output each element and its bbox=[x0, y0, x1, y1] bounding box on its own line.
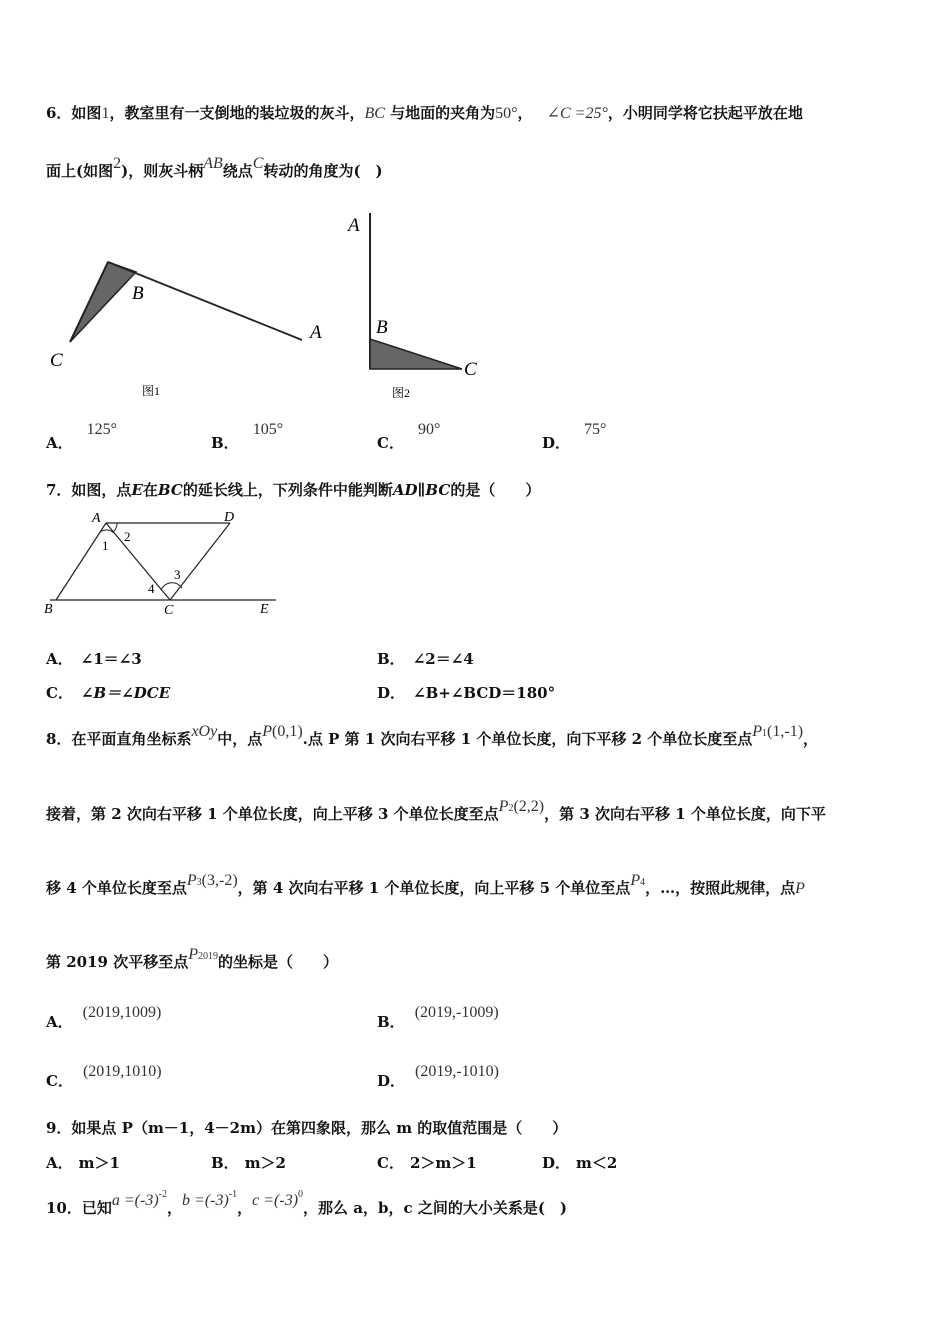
option-label: C． bbox=[377, 434, 404, 452]
option-label: D． bbox=[377, 684, 406, 702]
angle-arc-2 bbox=[113, 523, 117, 532]
q8-stem-line1 bbox=[46, 723, 819, 749]
option-value: ∠B+∠BCD＝180° bbox=[413, 684, 556, 702]
figure-caption: 图2 bbox=[392, 386, 411, 400]
q7-segment-bc: BC bbox=[157, 481, 183, 499]
option-value: (2019,1009) bbox=[82, 1004, 162, 1021]
q6-text: 面上(如图 bbox=[46, 162, 114, 180]
q6-option-c[interactable] bbox=[377, 421, 441, 453]
q6-angle-50: 50° bbox=[495, 105, 518, 122]
q6-text: ，小明同学将它扶起平放在地 bbox=[607, 104, 803, 122]
option-label: B． bbox=[377, 650, 405, 668]
q8-subscript: 4 bbox=[640, 877, 646, 888]
option-value: 90° bbox=[417, 421, 441, 438]
q8-text: ， bbox=[803, 730, 819, 748]
q6-figure-1 bbox=[40, 250, 340, 410]
q8-coord: (1,-1) bbox=[767, 723, 804, 740]
q6-fig-number: 2 bbox=[113, 155, 122, 172]
q8-stem-line4 bbox=[46, 946, 338, 972]
q10-expr-b: b =(-3) bbox=[182, 1192, 229, 1209]
q8-point-p: P bbox=[795, 880, 805, 897]
q8-text: ，第 3 次向右平移 1 个单位长度，向下平 bbox=[544, 805, 826, 823]
q7-option-d[interactable] bbox=[377, 682, 555, 703]
q7-point-e: E bbox=[131, 481, 143, 499]
q10-text: ， bbox=[237, 1199, 253, 1217]
q8-option-b[interactable] bbox=[377, 1004, 499, 1032]
label-d: D bbox=[224, 510, 235, 525]
option-label: C． bbox=[377, 1154, 404, 1172]
option-label: D． bbox=[542, 434, 571, 452]
q6-segment-bc: BC bbox=[364, 105, 385, 122]
label-angle-3: 3 bbox=[174, 567, 181, 582]
q10-text: 10．已知 bbox=[46, 1199, 112, 1217]
q8-text: .点 P 第 1 次向右平移 1 个单位长度，向下平移 2 个单位长度至点 bbox=[302, 730, 753, 748]
label-b: B bbox=[132, 283, 144, 304]
q8-subscript: 1 bbox=[762, 728, 768, 739]
q8-stem-line3 bbox=[46, 872, 805, 898]
label-a: A bbox=[348, 215, 360, 236]
label-angle-2: 2 bbox=[124, 529, 131, 544]
option-value: 2＞m＞1 bbox=[409, 1154, 477, 1172]
q9-option-b[interactable] bbox=[211, 1152, 286, 1173]
q8-subscript: 2019 bbox=[197, 951, 218, 962]
line-ac bbox=[106, 523, 170, 600]
q10-text: ，那么 a，b，c 之间的大小关系是( ) bbox=[303, 1199, 568, 1217]
option-value: ∠B＝∠DCE bbox=[80, 684, 171, 702]
q8-text: 的坐标是（ ） bbox=[217, 953, 338, 971]
option-value: m＞1 bbox=[78, 1154, 120, 1172]
q7-text: 在 bbox=[142, 481, 158, 499]
option-label: C． bbox=[46, 684, 73, 702]
label-b: B bbox=[44, 602, 53, 617]
q8-coord: (0,1) bbox=[272, 723, 303, 740]
q8-subscript: 3 bbox=[196, 877, 202, 888]
q7-text: 的延长线上，下列条件中能判断 bbox=[182, 481, 393, 499]
option-label: A． bbox=[46, 1013, 73, 1031]
q8-text: 接着，第 2 次向右平移 1 个单位长度，向上平移 3 个单位长度至点 bbox=[46, 805, 499, 823]
q6-stem-line1 bbox=[46, 102, 803, 123]
q8-option-c[interactable] bbox=[46, 1063, 162, 1091]
dustpan-shape bbox=[370, 339, 462, 369]
option-label: D． bbox=[377, 1072, 406, 1090]
q8-text: 移 4 个单位长度至点 bbox=[46, 879, 187, 897]
option-label: A． bbox=[46, 434, 73, 452]
q7-option-a[interactable] bbox=[46, 648, 142, 669]
q10-exponent: -1 bbox=[228, 1189, 238, 1200]
option-label: C． bbox=[46, 1072, 73, 1090]
option-value: m＞2 bbox=[244, 1154, 286, 1172]
figure-caption: 图1 bbox=[142, 384, 161, 398]
option-label: B． bbox=[211, 434, 239, 452]
label-angle-4: 4 bbox=[148, 581, 155, 596]
q10-stem bbox=[46, 1189, 568, 1218]
q7-figure bbox=[40, 505, 290, 620]
q10-exponent: 0 bbox=[298, 1189, 304, 1200]
q8-point-p3: P bbox=[186, 872, 197, 889]
q6-option-d[interactable] bbox=[542, 421, 607, 453]
label-b: B bbox=[376, 317, 388, 338]
option-label: A． bbox=[46, 1154, 73, 1172]
label-angle-1: 1 bbox=[102, 538, 109, 553]
q8-coord: (2,2) bbox=[513, 798, 545, 815]
q9-option-d[interactable] bbox=[542, 1152, 617, 1173]
q6-text: 转动的角度为( ) bbox=[263, 162, 383, 180]
q6-option-a[interactable] bbox=[46, 421, 118, 453]
option-value: (2019,-1010) bbox=[415, 1063, 499, 1080]
q7-option-b[interactable] bbox=[377, 648, 474, 669]
q8-option-a[interactable] bbox=[46, 1004, 162, 1032]
q7-parallel: AD∥BC bbox=[392, 481, 451, 499]
label-c: C bbox=[50, 350, 63, 371]
option-value: ∠2＝∠4 bbox=[412, 650, 474, 668]
q8-option-d[interactable] bbox=[377, 1063, 499, 1091]
q6-figure-2 bbox=[340, 205, 500, 405]
option-label: A． bbox=[46, 650, 73, 668]
option-value: ∠1＝∠3 bbox=[80, 650, 142, 668]
q9-option-a[interactable] bbox=[46, 1152, 120, 1173]
label-c: C bbox=[164, 603, 174, 618]
q7-option-c[interactable] bbox=[46, 682, 170, 703]
label-a: A bbox=[92, 511, 101, 526]
q6-text: 与地面的夹角为 bbox=[384, 104, 496, 122]
q10-expr-c: c =(-3) bbox=[252, 1192, 299, 1209]
q8-point-p2019: P bbox=[188, 946, 198, 963]
q8-point-p: P bbox=[262, 723, 273, 740]
q7-text: 的是（ ） bbox=[450, 481, 541, 499]
q6-text: 6．如图 bbox=[46, 104, 102, 122]
q7-text: 7．如图，点 bbox=[46, 481, 132, 499]
q8-text: 中，点 bbox=[217, 730, 263, 748]
option-value: 75° bbox=[584, 421, 607, 438]
option-value: m＜2 bbox=[576, 1154, 618, 1172]
q8-coord-system: xOy bbox=[191, 723, 218, 740]
line-dc bbox=[170, 523, 230, 600]
q6-segment-ab: AB bbox=[203, 155, 223, 172]
label-a: A bbox=[310, 322, 322, 343]
q6-point-c: C bbox=[252, 155, 264, 172]
q6-angle-c: ∠C =25° bbox=[546, 105, 608, 122]
label-c: C bbox=[464, 359, 477, 380]
q8-text: 8．在平面直角坐标系 bbox=[46, 730, 192, 748]
option-value: (2019,-1009) bbox=[414, 1004, 499, 1021]
line-ab bbox=[56, 523, 106, 600]
q10-expr-a: a =(-3) bbox=[111, 1192, 159, 1209]
q8-text: 第 2019 次平移至点 bbox=[46, 953, 189, 971]
q8-text: ，…，按照此规律，点 bbox=[645, 879, 796, 897]
q8-coord: (3,-2) bbox=[201, 872, 238, 889]
q8-text: ，第 4 次向右平移 1 个单位长度，向上平移 5 个单位至点 bbox=[237, 879, 631, 897]
q8-point-p1: P bbox=[752, 723, 763, 740]
option-value: 105° bbox=[252, 421, 284, 438]
q6-option-b[interactable] bbox=[211, 421, 284, 453]
q9-option-c[interactable] bbox=[377, 1152, 477, 1173]
q8-subscript: 2 bbox=[508, 803, 514, 814]
q6-text: )，则灰斗柄 bbox=[121, 162, 204, 180]
q6-text: ，教室里有一支倒地的装垃圾的灰斗， bbox=[109, 104, 365, 122]
option-label: D． bbox=[542, 1154, 571, 1172]
label-e: E bbox=[260, 602, 269, 617]
q9-stem bbox=[46, 1117, 567, 1138]
q6-stem-line2 bbox=[46, 155, 383, 181]
q7-stem bbox=[46, 479, 540, 500]
q6-text: ， bbox=[517, 104, 533, 122]
q8-point-p4: P bbox=[630, 872, 641, 889]
q10-text: ， bbox=[167, 1199, 183, 1217]
q8-stem-line2 bbox=[46, 798, 826, 824]
option-value: (2019,1010) bbox=[82, 1063, 162, 1080]
q10-exponent: -2 bbox=[158, 1189, 167, 1200]
q6-fig-number: 1 bbox=[101, 105, 110, 122]
q8-point-p2: P bbox=[498, 798, 509, 815]
q9-text: 9．如果点 P（m－1，4－2m）在第四象限，那么 m 的取值范围是（ ） bbox=[46, 1119, 568, 1137]
option-label: B． bbox=[211, 1154, 239, 1172]
option-label: B． bbox=[377, 1013, 405, 1031]
option-value: 125° bbox=[86, 421, 118, 438]
q6-text: 绕点 bbox=[222, 162, 253, 180]
